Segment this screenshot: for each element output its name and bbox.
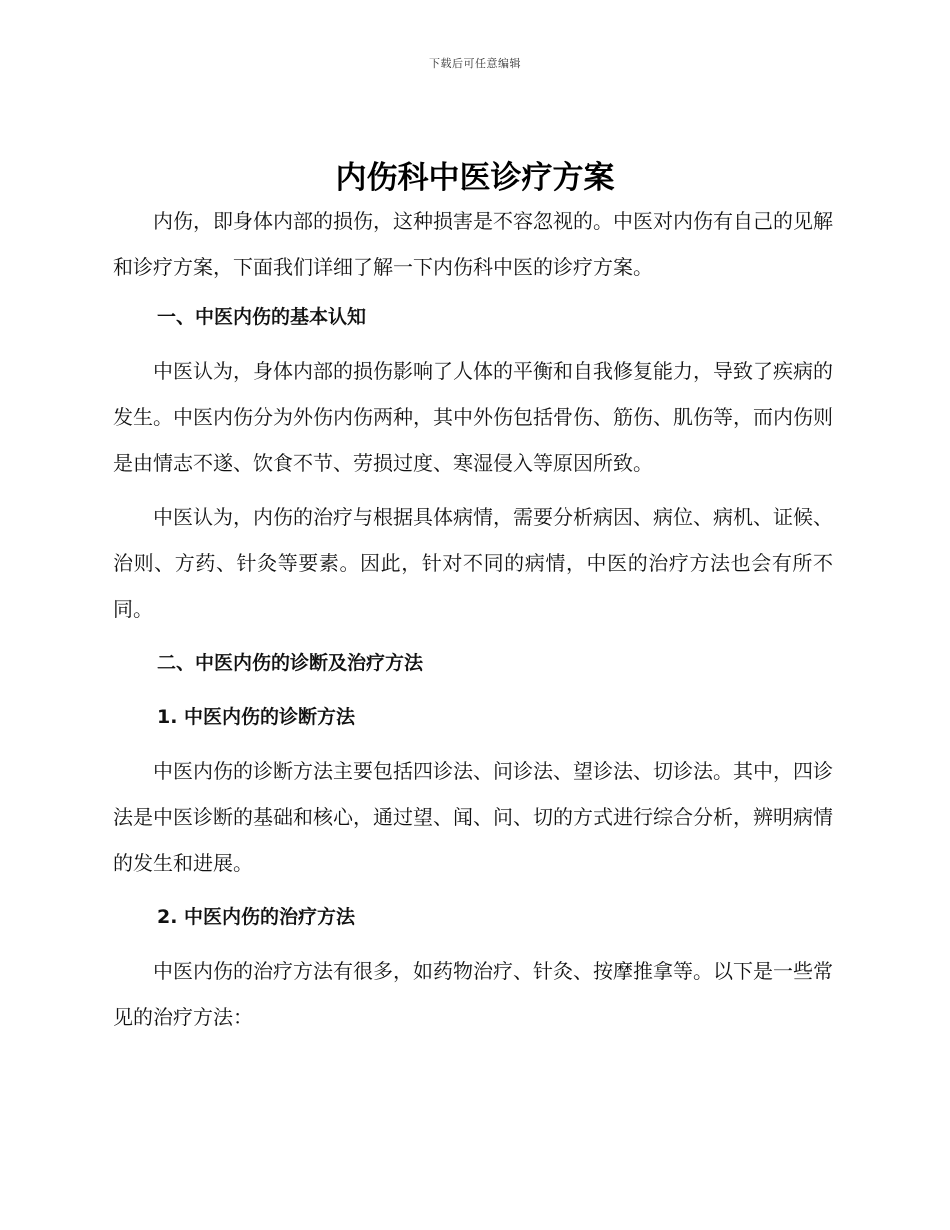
intro-paragraph: 内伤，即身体内部的损伤，这种损害是不容忽视的。中医对内伤有自己的见解和诊疗方案，下面我们详细了解一下内伤科中医的诊疗方案。 [113, 209, 833, 279]
paragraph-diagnosis-methods: 中医内伤的诊断方法主要包括四诊法、问诊法、望诊法、切诊法。其中，四诊法是中医诊断的基础和核心，通过望、闻、问、切的方式进行综合分析，辨明病情的发生和进展。 [113, 759, 833, 875]
header-note: 下载后可任意编辑 [429, 57, 521, 70]
paragraph-treatment-methods: 中医内伤的治疗方法有很多，如药物治疗、针灸、按摩推拿等。以下是一些常见的治疗方法： [113, 959, 833, 1029]
section-heading-basic-knowledge: 一、中医内伤的基本认知 [157, 306, 367, 328]
paragraph-basic-knowledge-1: 中医认为，身体内部的损伤影响了人体的平衡和自我修复能力，导致了疾病的发生。中医内伤分为外伤内伤两种，其中外伤包括骨伤、筋伤、肌伤等，而内伤则是由情志不遂、饮食不节、劳损过度、寒湿侵入等原因所致。 [113, 359, 833, 475]
document-title: 内伤科中医诊疗方案 [335, 160, 615, 196]
paragraph-basic-knowledge-2: 中医认为，内伤的治疗与根据具体病情，需要分析病因、病位、病机、证候、治则、方药、针灸等要素。因此，针对不同的病情，中医的治疗方法也会有所不同。 [113, 505, 833, 621]
section-heading-diagnosis-treatment: 二、中医内伤的诊断及治疗方法 [157, 652, 424, 674]
subheading-treatment-methods: 2. 中医内伤的治疗方法 [157, 906, 356, 928]
document-body [113, 198, 833, 1048]
subheading-diagnosis-methods: 1. 中医内伤的诊断方法 [157, 706, 356, 728]
